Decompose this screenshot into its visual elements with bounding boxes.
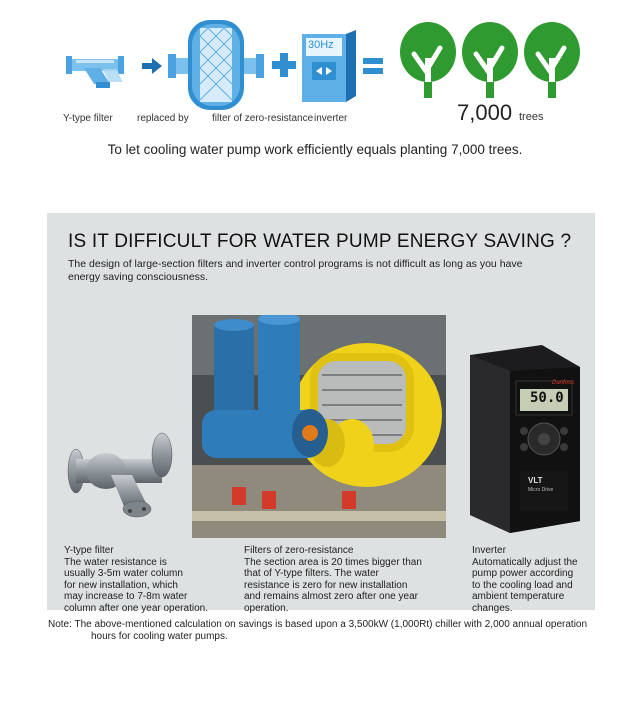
plus-icon bbox=[272, 53, 296, 77]
trees-number: 7,000 bbox=[457, 100, 513, 125]
footnote bbox=[48, 619, 608, 643]
caption-zero-filter bbox=[244, 545, 444, 614]
caption-line: operation. bbox=[244, 602, 289, 614]
y-filter-icon bbox=[66, 44, 124, 88]
caption-line: The section area is 20 times bigger than bbox=[244, 556, 422, 568]
inverter-icon bbox=[302, 30, 356, 102]
caption-line: ambient temperature bbox=[472, 591, 565, 602]
footnote-line-2: hours for cooling water pumps. bbox=[91, 631, 228, 642]
caption-line: that of Y-type filters. The water bbox=[244, 568, 379, 579]
tree-icon bbox=[400, 22, 456, 98]
tagline: To let cooling water pump work efficiently equals planting 7,000 trees. bbox=[107, 142, 523, 157]
panel-heading: IS IT DIFFICULT FOR WATER PUMP ENERGY SAVING ? bbox=[68, 231, 572, 252]
inverter-model-sub: Micro Drive bbox=[528, 487, 554, 493]
caption-line: Automatically adjust the bbox=[472, 556, 578, 568]
inverter-display-text: 30Hz bbox=[308, 39, 334, 51]
panel-intro: The design of large-section filters and inverter control programs is not difficult as long as you have energy saving consciousness. bbox=[68, 258, 523, 283]
caption-line: to the cooling load and bbox=[472, 579, 573, 591]
caption-line: and remains almost zero after one year bbox=[244, 591, 418, 602]
caption-line: usually 3-5m water column bbox=[64, 568, 183, 579]
y-filter-photo bbox=[66, 425, 176, 521]
caption-inverter bbox=[472, 545, 592, 614]
tree-icon bbox=[462, 22, 518, 98]
caption-title: Inverter bbox=[472, 545, 506, 556]
caption-y-filter bbox=[64, 545, 224, 614]
caption-line: resistance is zero for new installation bbox=[244, 579, 408, 591]
equals-icon bbox=[363, 58, 383, 74]
trees-unit: trees bbox=[519, 111, 544, 123]
zero-filter-label: filter of zero-resistance bbox=[212, 113, 314, 124]
caption-line: The water resistance is bbox=[64, 556, 167, 568]
footnote-line-1: Note: The above-mentioned calculation on savings is based upon a 3,500kW (1,000Rt) chiller with 2,000 annual operation bbox=[48, 619, 588, 630]
y-filter-label: Y-type filter bbox=[63, 113, 113, 124]
caption-line: for new installation, which bbox=[64, 579, 178, 591]
inverter-model: VLT bbox=[528, 476, 543, 485]
caption-line: changes. bbox=[472, 602, 513, 614]
arrow-right-icon bbox=[142, 58, 162, 74]
tree-icon bbox=[524, 22, 580, 98]
inverter-photo bbox=[470, 345, 580, 533]
caption-line: may increase to 7-8m water bbox=[64, 591, 188, 602]
caption-line: pump power according bbox=[472, 568, 574, 579]
trees-group bbox=[398, 18, 584, 98]
inverter-screen-value: 50.0 bbox=[530, 390, 564, 406]
replaced-by-label: replaced by bbox=[137, 113, 189, 124]
pump-filter-photo bbox=[192, 315, 446, 538]
inverter-brand: Danfoss bbox=[552, 380, 575, 386]
caption-line: column after one year operation. bbox=[64, 602, 208, 614]
caption-title: Filters of zero-resistance bbox=[244, 545, 354, 556]
inverter-label: inverter bbox=[314, 113, 348, 124]
zero-resistance-filter-icon bbox=[168, 16, 264, 110]
caption-title: Y-type filter bbox=[64, 545, 114, 556]
